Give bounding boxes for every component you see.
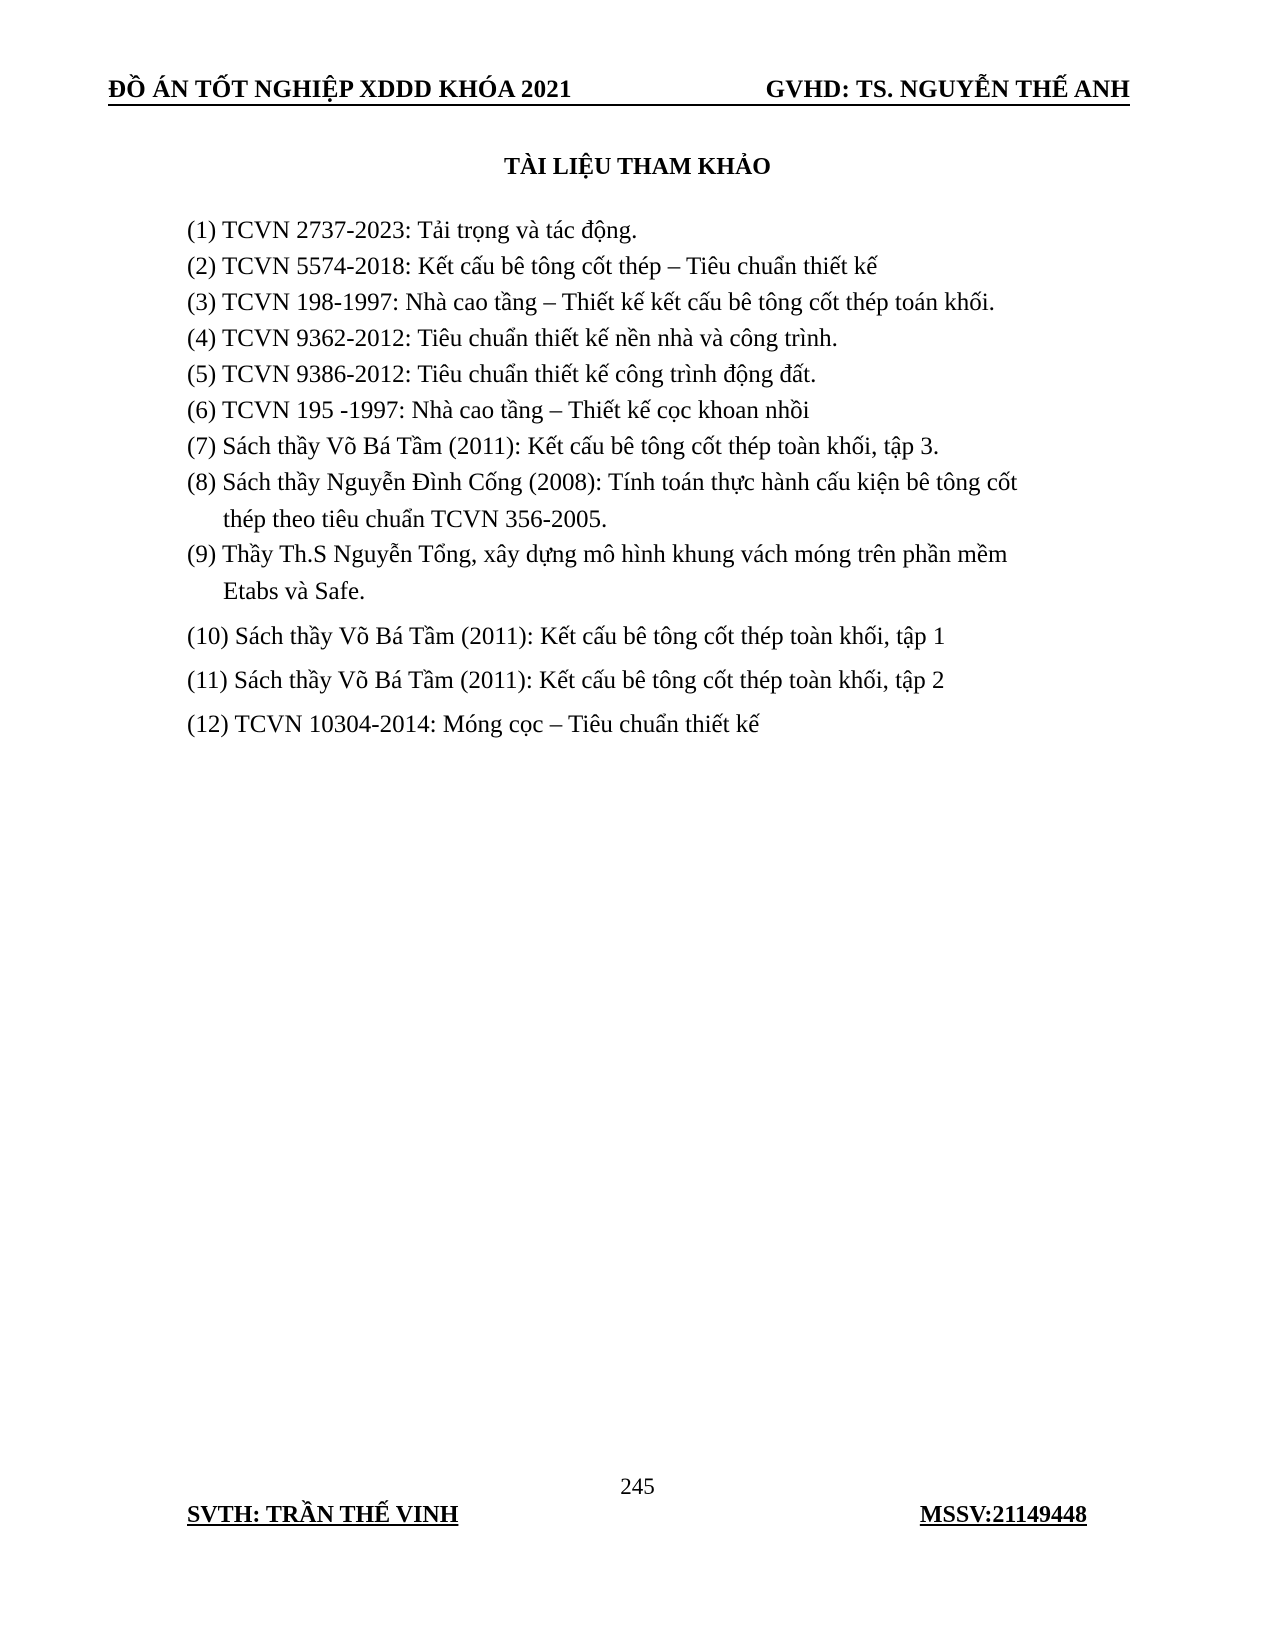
reference-item [187,356,1087,393]
reference-item [187,706,1087,743]
reference-text: (9) Thầy Th.S Nguyễn Tổng, xây dựng mô hình khung vách móng trên phần mềm [187,541,1008,568]
reference-text: (10) Sách thầy Võ Bá Tầm (2011): Kết cấu bê tông cốt thép toàn khối, tập 1 [187,623,946,650]
reference-item [187,428,1087,465]
reference-item [187,320,1087,357]
reference-text: (12) TCVN 10304-2014: Móng cọc – Tiêu chuẩn thiết kế [187,711,760,738]
reference-item [187,464,1087,538]
page-header [108,74,1130,106]
reference-text: (1) TCVN 2737-2023: Tải trọng và tác động. [187,217,638,244]
reference-text-continued: Etabs và Safe. [223,578,366,605]
header-project-title: ĐỒ ÁN TỐT NGHIỆP XDDD KHÓA 2021 [108,76,572,103]
reference-text: (6) TCVN 195 -1997: Nhà cao tầng – Thiết kế cọc khoan nhồi [187,397,810,424]
reference-item [187,536,1087,610]
page-title: TÀI LIỆU THAM KHẢO [504,154,771,180]
page-footer [187,1500,1087,1532]
reference-text: (4) TCVN 9362-2012: Tiêu chuẩn thiết kế nền nhà và công trình. [187,325,838,352]
page-number: 245 [620,1474,655,1499]
reference-item [187,662,1087,699]
reference-text: (11) Sách thầy Võ Bá Tầm (2011): Kết cấu bê tông cốt thép toàn khối, tập 2 [187,667,945,694]
reference-text: (2) TCVN 5574-2018: Kết cấu bê tông cốt thép – Tiêu chuẩn thiết kế [187,253,878,280]
reference-item [187,284,1087,321]
reference-item [187,392,1087,429]
reference-text: (8) Sách thầy Nguyễn Đình Cống (2008): Tính toán thực hành cấu kiện bê tông cốt [187,469,1018,496]
reference-text: (3) TCVN 198-1997: Nhà cao tầng – Thiết kế kết cấu bê tông cốt thép toán khối. [187,289,995,316]
header-supervisor: GVHD: TS. NGUYỄN THẾ ANH [765,76,1130,103]
reference-text-continued: thép theo tiêu chuẩn TCVN 356-2005. [223,506,608,533]
reference-item [187,618,1087,655]
reference-item [187,248,1087,285]
reference-text: (5) TCVN 9386-2012: Tiêu chuẩn thiết kế công trình động đất. [187,361,817,388]
footer-student-name: SVTH: TRẦN THẾ VINH [187,1502,459,1528]
footer-student-id: MSSV:21149448 [919,1502,1087,1528]
reference-text: (7) Sách thầy Võ Bá Tầm (2011): Kết cấu bê tông cốt thép toàn khối, tập 3. [187,433,940,460]
reference-item [187,212,1087,249]
